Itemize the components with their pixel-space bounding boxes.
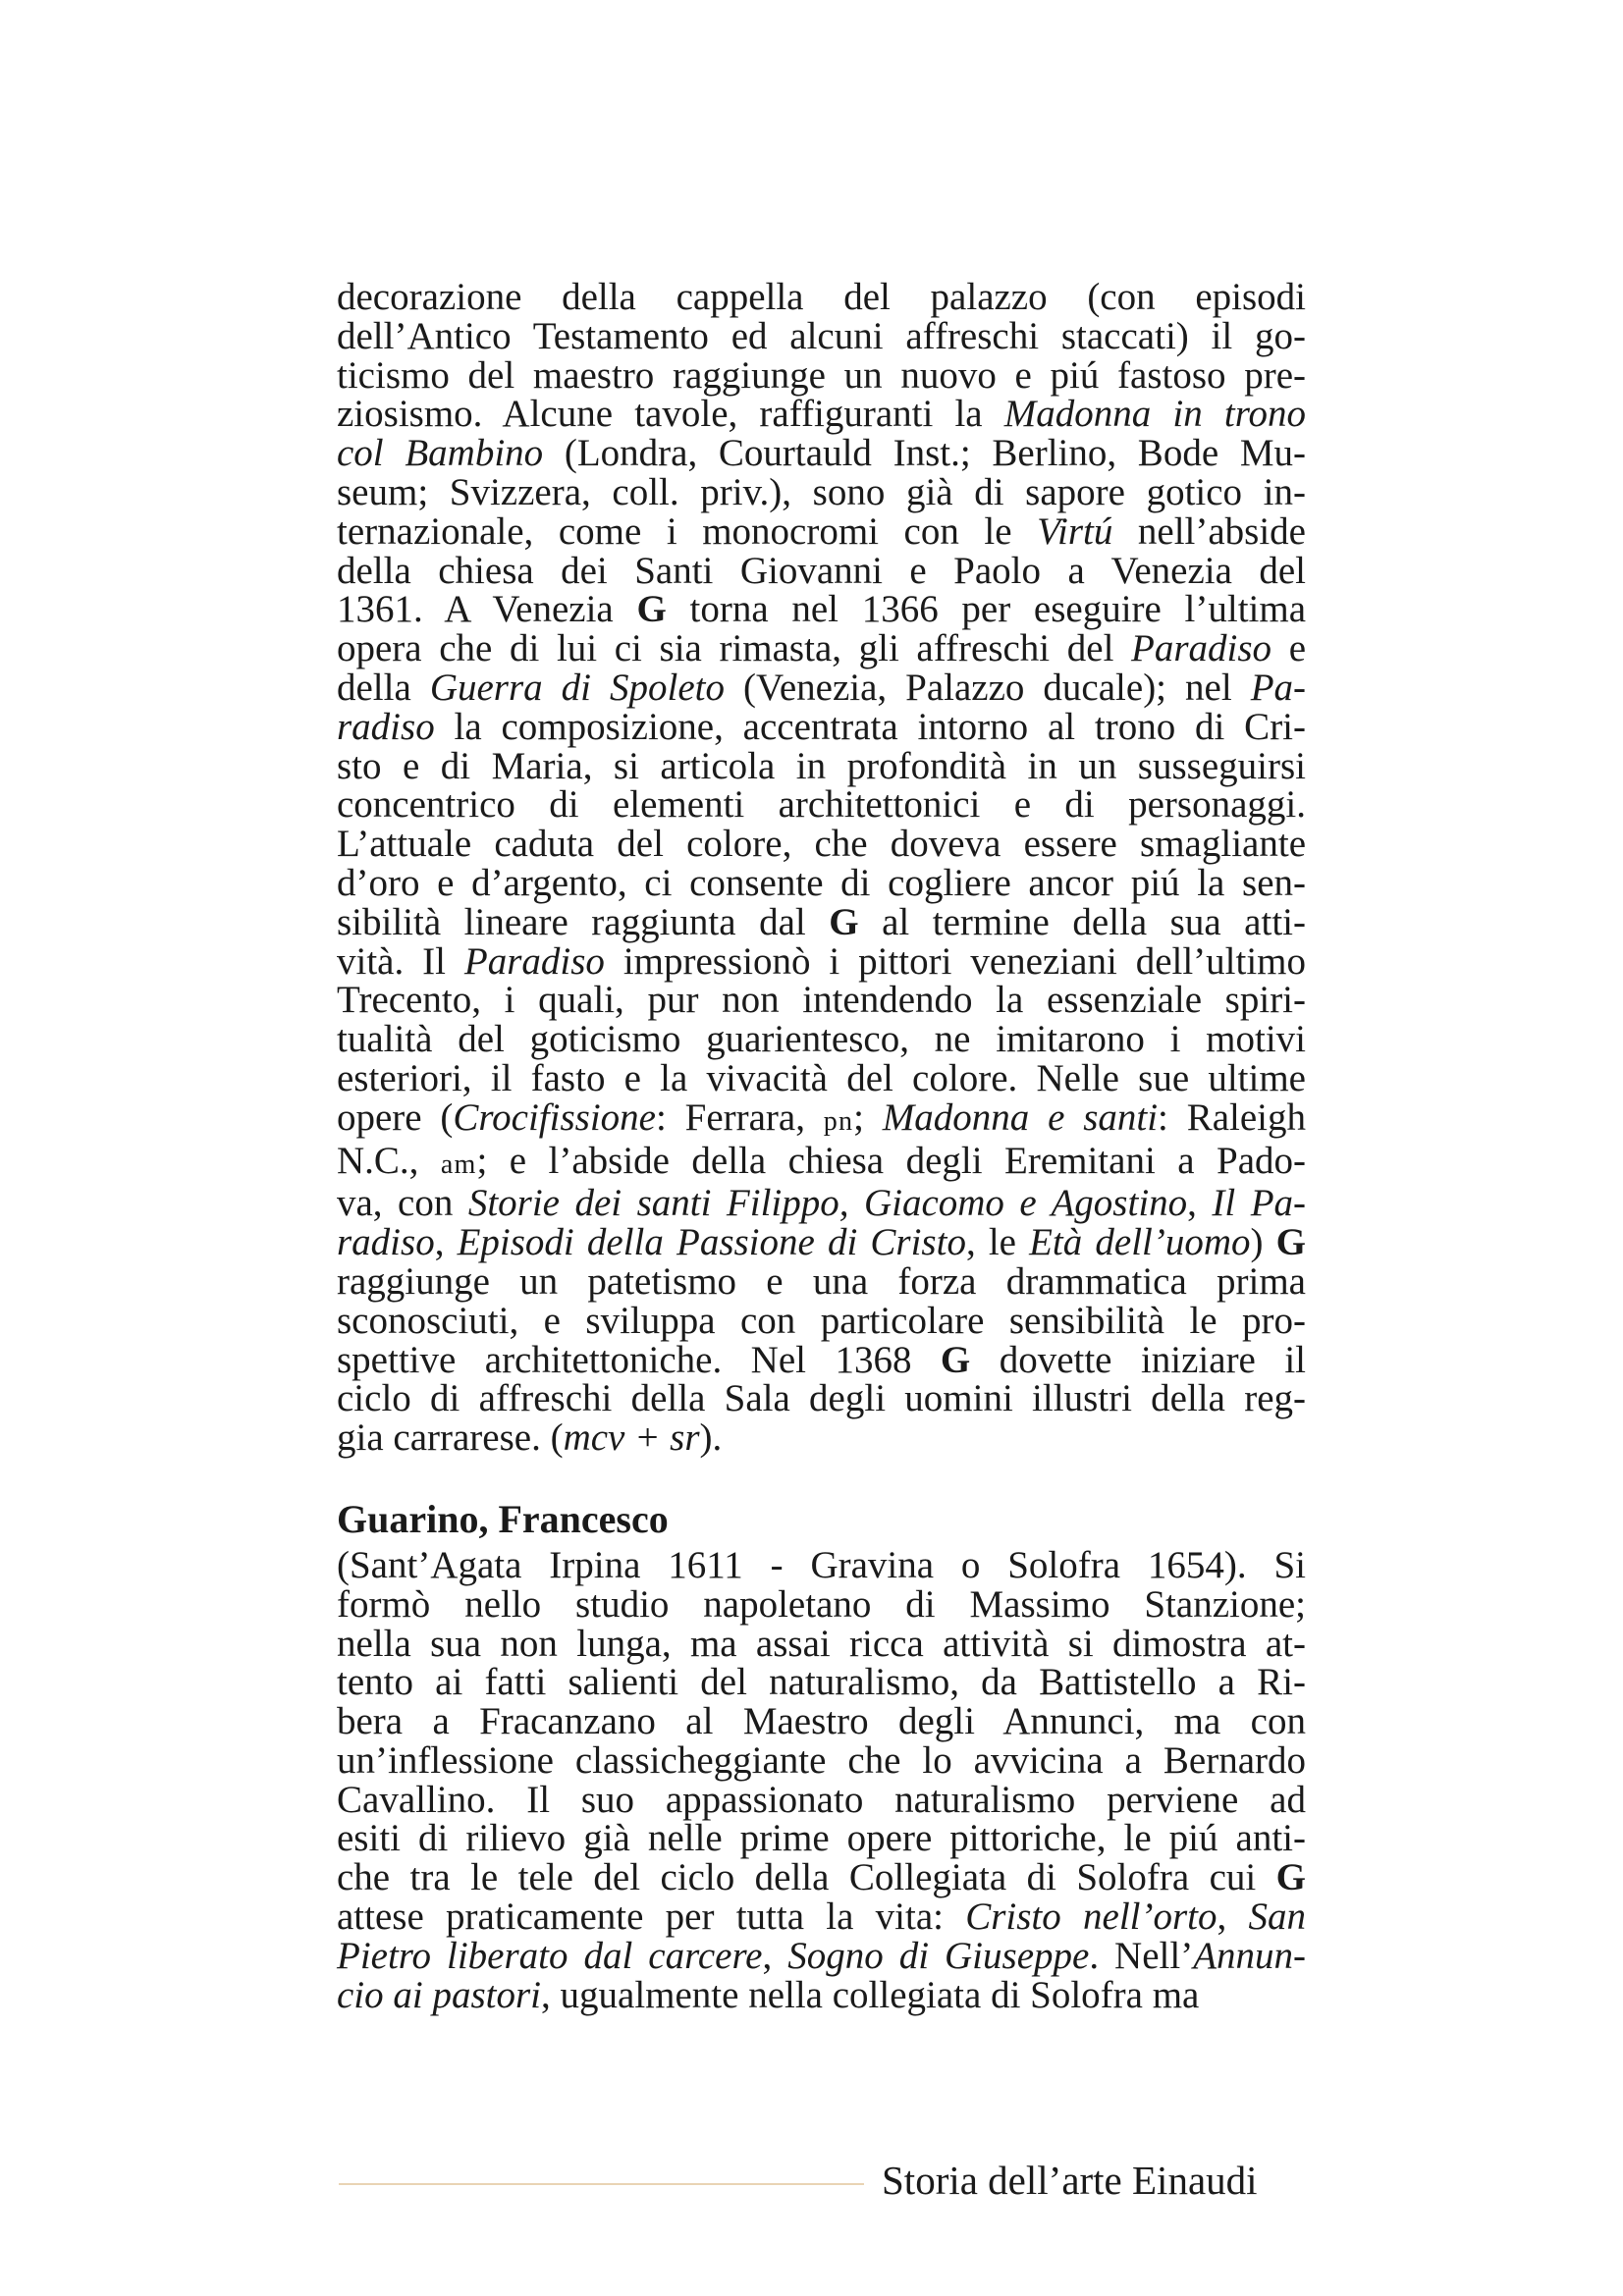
text-run: Cavallino. Il suo appassionato naturalismo perviene ad (337, 1778, 1306, 1821)
text-line (337, 939, 1307, 983)
text-run: dovette iniziare il (970, 1338, 1306, 1381)
text-run: e (1271, 627, 1307, 670)
italic-title: Paradiso (1131, 627, 1272, 670)
text-line (337, 981, 1306, 1020)
text-line (337, 1973, 1306, 2016)
text-run: ticismo del maestro raggiunge un nuovo e piú fastoso pre- (337, 353, 1306, 397)
text-line (337, 1139, 1306, 1185)
italic-title: Età dell’uomo (1029, 1221, 1251, 1264)
text-line (337, 1858, 1306, 1897)
text-run: bera a Fracanzano al Maestro degli Annunci, ma con (337, 1700, 1306, 1743)
text-run: nella sua non lunga, ma assai ricca attività si dimostra at- (337, 1622, 1306, 1665)
bold-abbreviation: G (1275, 1856, 1306, 1899)
italic-title: Pa- (1250, 666, 1306, 709)
text-run: formò nello studio napoletano di Massimo Stanzione; (337, 1582, 1306, 1626)
text-line (337, 785, 1306, 825)
italic-title: col Bambino (337, 432, 544, 475)
text-line (337, 1778, 1306, 1821)
text-run: ciclo di affreschi della Sala degli uomini illustri della reg- (337, 1377, 1306, 1420)
text-run: sconosciuti, e sviluppa con particolare sensibilità le pro- (337, 1299, 1306, 1342)
text-run: impressionò i pittori veneziani dell’ultimo (604, 939, 1307, 983)
text-line (337, 825, 1306, 864)
entry-guarino-body (337, 1543, 1307, 2016)
italic-title: Guerra di Spoleto (429, 666, 725, 709)
text-run: opera che di lui ci sia rimasta, gli affreschi del (337, 627, 1132, 670)
text-run: tualità del goticismo guarientesco, ne imitarono i motivi (337, 1018, 1306, 1061)
text-line (337, 1299, 1306, 1342)
text-run: nell’abside (1112, 509, 1306, 553)
text-run: dell’Antico Testamento ed alcuni affreschi staccati) il go- (337, 314, 1306, 357)
text-line (337, 1418, 1306, 1458)
text-line (337, 1095, 1306, 1142)
text-run: ) (1250, 1221, 1276, 1264)
text-run: ; e l’abside della chiesa degli Eremitani a Pado- (476, 1139, 1306, 1182)
text-run: va, con (337, 1182, 468, 1225)
italic-title: Paradiso (463, 939, 605, 983)
text-line (337, 549, 1306, 592)
italic-title: Pietro liberato dal carcere (337, 1934, 763, 1977)
text-line (337, 1184, 1306, 1223)
text-run: Trecento, i quali, pur non intendendo la essenziale spiri- (337, 979, 1306, 1022)
text-run: sibilità lineare raggiunta dal (337, 900, 830, 943)
footer-publication-title: Storia dell’arte Einaudi (882, 2158, 1258, 2203)
smallcaps-abbreviation: pn (823, 1105, 854, 1137)
text-run: spettive architettoniche. Nel 1368 (337, 1338, 941, 1381)
text-line (337, 353, 1306, 397)
text-run: , (1187, 1182, 1213, 1225)
text-run: seum; Svizzera, coll. priv.), sono già di sapore gotico in- (337, 470, 1306, 513)
text-run: , ugualmente nella collegiata di Solofra ma (541, 1973, 1200, 2016)
text-run: (Sant’Agata Irpina 1611 - Gravina o Solofra 1654). Si (337, 1543, 1306, 1586)
text-run: vità. Il (337, 939, 464, 983)
italic-title: Madonna e santi (882, 1095, 1159, 1139)
text-line (337, 1622, 1306, 1665)
text-run: al termine della sua atti- (858, 900, 1306, 943)
text-line (337, 434, 1306, 473)
text-run: esteriori, il fasto e la vivacità del colore. Nelle sue ultime (337, 1056, 1306, 1099)
italic-title: cio ai pastori (337, 1973, 542, 2016)
text-run: L’attuale caduta del colore, che doveva essere smagliante (337, 823, 1306, 866)
entry-guariento-continued (337, 278, 1306, 1458)
text-run: , (1217, 1896, 1249, 1939)
italic-title: Annun- (1193, 1934, 1306, 1977)
text-line (337, 1056, 1306, 1099)
text-line (337, 1020, 1306, 1059)
text-line (337, 590, 1306, 629)
italic-title: Virtú (1037, 509, 1113, 553)
text-run: attese praticamente per tutta la vita: (337, 1896, 966, 1939)
bold-abbreviation: G (829, 900, 859, 943)
italic-title: mcv + sr (563, 1416, 700, 1460)
italic-title: Storie dei santi Filippo, Giacomo e Agostino (467, 1182, 1188, 1225)
italic-title: Cristo nell’orto (965, 1896, 1217, 1939)
text-run: (Londra, Courtauld Inst.; Berlino, Bode Mu- (543, 432, 1306, 475)
text-run: ziosismo. Alcune tavole, raffiguranti la (337, 393, 1004, 436)
text-run: ; (853, 1095, 883, 1139)
text-run: la composizione, accentrata intorno al trono di Cri- (434, 705, 1306, 748)
text-run: , le (965, 1221, 1030, 1264)
text-run: che tra le tele del ciclo della Collegiata di Solofra cui (337, 1856, 1276, 1899)
text-run: gia carrarese. ( (337, 1416, 564, 1460)
text-run: della (337, 666, 430, 709)
italic-title: radiso (337, 705, 435, 748)
text-run: un’inflessione classicheggiante che lo avvicina a Bernardo (337, 1738, 1306, 1782)
text-line (337, 1582, 1306, 1626)
bold-abbreviation: G (1275, 1221, 1306, 1264)
text-line (337, 668, 1306, 708)
text-line (337, 1934, 1306, 1977)
text-line (337, 278, 1306, 317)
text-line (337, 629, 1306, 668)
text-run: torna nel 1366 per eseguire l’ultima (666, 588, 1307, 631)
main-text (337, 278, 1306, 2014)
text-run: (Venezia, Palazzo ducale); nel (724, 666, 1251, 709)
text-line (337, 1259, 1306, 1303)
text-line (337, 1543, 1306, 1586)
footer-rule (339, 2183, 864, 2185)
text-line (337, 861, 1306, 904)
text-line (337, 509, 1306, 553)
entry-heading: Guarino, Francesco (337, 1496, 669, 1541)
text-line (337, 1738, 1306, 1782)
text-run: , (762, 1934, 788, 1977)
italic-title: Sogno di Giuseppe (787, 1934, 1090, 1977)
text-run: decorazione della cappella del palazzo (con episodi (337, 276, 1306, 318)
text-line (337, 1897, 1306, 1937)
text-run: N.C., (337, 1139, 441, 1182)
text-run: ). (699, 1416, 723, 1460)
italic-title: Episodi della Passione di Cristo (457, 1221, 966, 1264)
text-line (337, 470, 1306, 513)
text-line (337, 1223, 1306, 1262)
text-run: , (434, 1221, 458, 1264)
text-line (337, 1819, 1306, 1858)
text-run: raggiunge un patetismo e una forza drammatica prima (337, 1259, 1306, 1303)
text-run: esiti di rilievo già nelle prime opere pittoriche, le piú anti- (337, 1817, 1306, 1860)
italic-title: Il Pa- (1212, 1182, 1307, 1225)
text-run: della chiesa dei Santi Giovanni e Paolo a Venezia del (337, 549, 1306, 592)
text-run: opere ( (337, 1095, 454, 1139)
text-line (337, 900, 1306, 943)
text-line (337, 314, 1306, 357)
text-line (337, 1379, 1306, 1418)
text-run: : Ferrara, (655, 1095, 824, 1139)
bold-abbreviation: G (940, 1338, 971, 1381)
smallcaps-abbreviation: am (440, 1148, 477, 1180)
text-run: d’oro e d’argento, ci consente di cogliere ancor piú la sen- (337, 861, 1306, 904)
text-run: tento ai fatti salienti del naturalismo, da Battistello a Ri- (337, 1661, 1306, 1704)
text-line (337, 1663, 1306, 1702)
italic-title: Madonna in trono (1003, 393, 1306, 436)
text-run: sto e di Maria, si articola in profondità in un susseguirsi (337, 744, 1306, 787)
text-run: ternazionale, come i monocromi con le (337, 509, 1038, 553)
text-line (337, 1702, 1306, 1741)
text-line (337, 744, 1306, 787)
italic-title: radiso (337, 1221, 435, 1264)
text-run: : Raleigh (1158, 1095, 1306, 1139)
italic-title: San (1248, 1896, 1307, 1939)
text-run: 1361. A Venezia (337, 588, 637, 631)
text-run: concentrico di elementi architettonici e di personaggi. (337, 783, 1306, 827)
italic-title: Crocifissione (453, 1095, 656, 1139)
text-run: . Nell’ (1089, 1934, 1194, 1977)
bold-abbreviation: G (636, 588, 667, 631)
text-line (337, 705, 1306, 748)
text-line (337, 395, 1306, 434)
text-line (337, 1338, 1306, 1381)
